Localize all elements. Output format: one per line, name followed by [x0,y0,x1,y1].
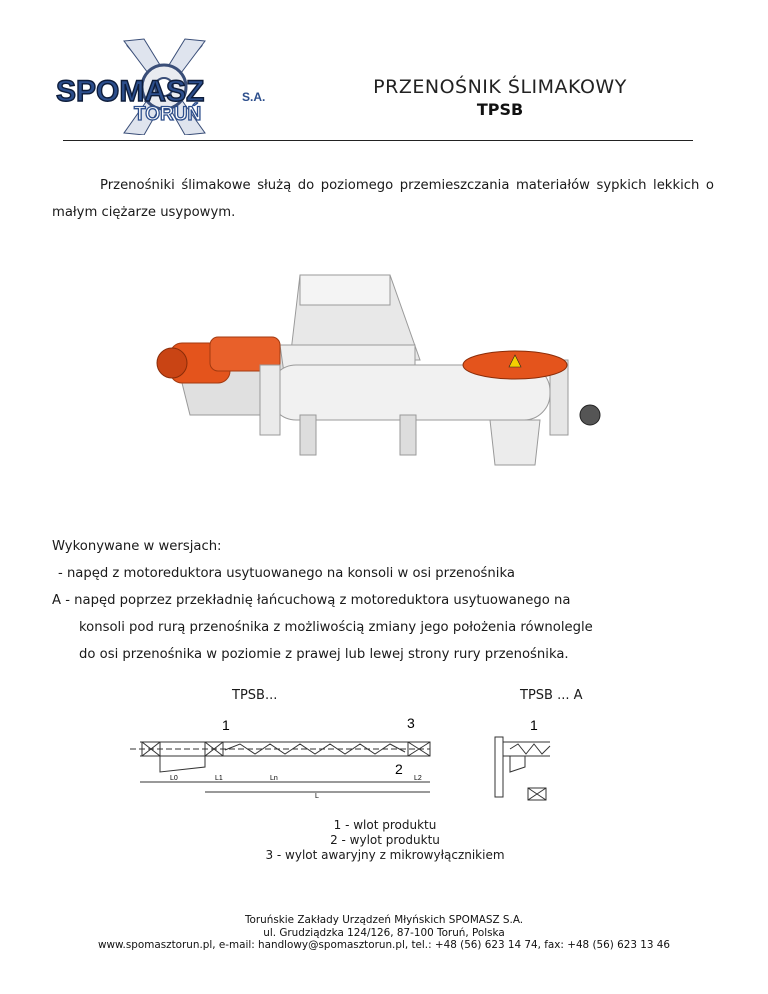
legend-outlet: 2 - wylot produktu [330,833,440,847]
marker-1-right: 1 [530,717,538,733]
diagram-label-tpsb: TPSB... [232,688,278,703]
legend-inlet: 1 - wlot produktu [333,818,437,832]
variant-a-line1: A - napęd poprzez przekładnię łańcuchową z motoreduktora usytuowanego na [52,593,571,608]
company-logo [52,35,272,135]
variants-heading: Wykonywane w wersjach: [52,539,222,554]
variant-a-line2: konsoli pod rurą przenośnika z możliwością zmiany jego położenia równolegle [79,620,593,635]
footer [60,914,708,952]
dim-l0: L0 [170,775,178,782]
logo-city: TORUŃ [134,104,202,125]
footer-address: ul. Grudziądzka 124/126, 87-100 Toruń, Polska [263,926,505,939]
marker-2: 2 [395,761,403,777]
legend-emergency: 3 - wylot awaryjny z mikrowyłącznikiem [265,848,505,862]
dim-l1: L1 [215,775,223,782]
product-photo [150,265,620,505]
dim-ln: Ln [270,775,278,782]
variant-standard: - napęd z motoreduktora usytuowanego na konsoli w osi przenośnika [58,566,515,581]
marker-3: 3 [407,715,415,731]
page-title: PRZENOŚNIK ŚLIMAKOWY [373,76,627,98]
dim-l2: L2 [414,775,422,782]
dim-l: L [315,793,319,800]
footer-contact: www.spomasztorun.pl, e-mail: handlowy@spomasztorun.pl, tel.: +48 (56) 623 14 74, fax: +48 (56) 623 13 46 [98,939,670,951]
schematic-tpsb-a [490,712,560,807]
variant-a-line3: do osi przenośnika w poziomie z prawej lub lewej strony rury przenośnika. [79,647,569,662]
logo-text: SPOMASZ [56,75,205,108]
logo-suffix: S.A. [242,90,266,104]
diagram-label-tpsb-a: TPSB ... A [520,688,583,703]
marker-1: 1 [222,717,230,733]
variants-section [52,533,732,668]
header-divider [63,140,693,141]
product-code: TPSB [476,100,524,119]
footer-company: Toruńskie Zakłady Urządzeń Młyńskich SPOMASZ S.A. [244,914,524,926]
intro-paragraph: Przenośniki ślimakowe służą do poziomego przemieszczania materiałów sypkich lekkich o małym ciężarze usypowym. [52,178,714,220]
legend [200,818,570,863]
